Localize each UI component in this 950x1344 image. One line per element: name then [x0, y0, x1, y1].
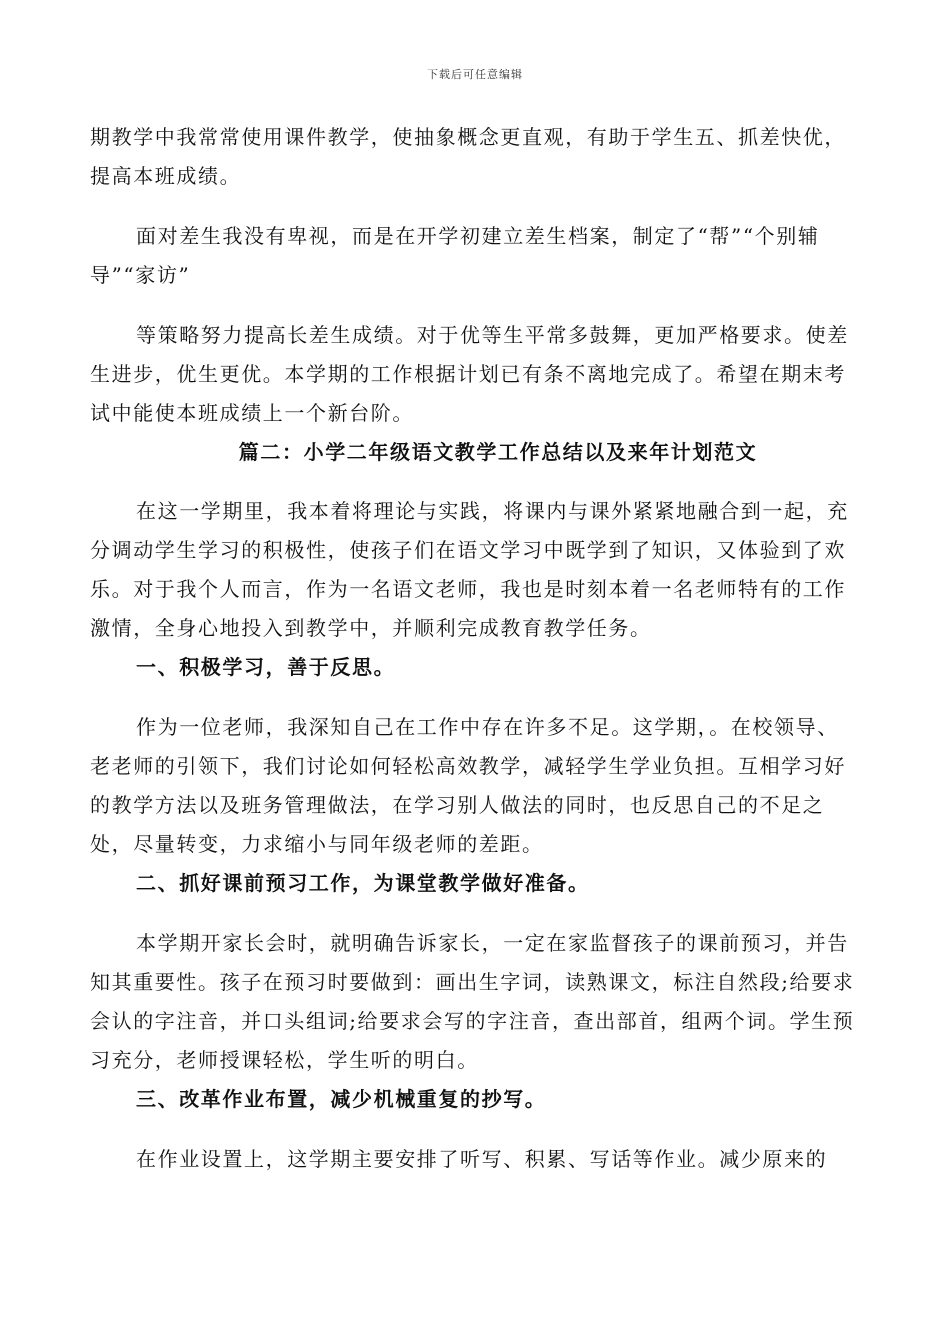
- heading-2: 二、抓好课前预习工作，为课堂教学做好准备。: [136, 871, 590, 895]
- paragraph-1: 期教学中我常常使用课件教学，使抽象概念更直观，有助于学生五、抓差快优，提高本班成绩。: [90, 125, 846, 188]
- paragraph-7: 在作业设置上，这学期主要安排了听写、积累、写话等作业。减少原来的: [136, 1147, 828, 1171]
- page-header: 下载后可任意编辑: [427, 68, 523, 81]
- paragraph-6: 本学期开家长会时，就明确告诉家长，一定在家监督孩子的课前预习，并告知其重要性。孩子在预习时要做到：画出生字词，读熟课文，标注自然段;给要求会认的字注音，并口头组词;给要求会写的字注音，查出部首，组两个词。学生预习充分，老师授课轻松，学生听的明白。: [90, 931, 855, 1072]
- heading-3: 三、改革作业布置，减少机械重复的抄写。: [136, 1087, 547, 1111]
- section-title: 篇二：小学二年级语文教学工作总结以及来年计划范文: [238, 440, 758, 464]
- paragraph-4: 在这一学期里，我本着将理论与实践，将课内与课外紧紧地融合到一起，充分调动学生学习的积极性，使孩子们在语文学习中既学到了知识，又体验到了欢乐。对于我个人而言，作为一名语文老师，我也是时刻本着一名老师特有的工作激情，全身心地投入到教学中，并顺利完成教育教学任务。: [90, 499, 849, 640]
- heading-1: 一、积极学习，善于反思。: [136, 655, 396, 679]
- document-body: [90, 118, 860, 1179]
- paragraph-5: 作为一位老师，我深知自己在工作中存在许多不足。这学期，。在校领导、老老师的引领下，我们讨论如何轻松高效教学，减轻学生学业负担。互相学习好的教学方法以及班务管理做法，在学习别人做法的同时，也反思自己的不足之处，尽量转变，力求缩小与同年级老师的差距。: [90, 715, 846, 856]
- paragraph-2: 面对差生我没有卑视，而是在开学初建立差生档案，制定了“帮”“个别辅导”“家访”: [90, 224, 820, 287]
- paragraph-3: 等策略努力提高长差生成绩。对于优等生平常多鼓舞，更加严格要求。使差生进步，优生更优。本学期的工作根据计划已有条不离地完成了。希望在期末考试中能使本班成绩上一个新台阶。: [90, 323, 849, 425]
